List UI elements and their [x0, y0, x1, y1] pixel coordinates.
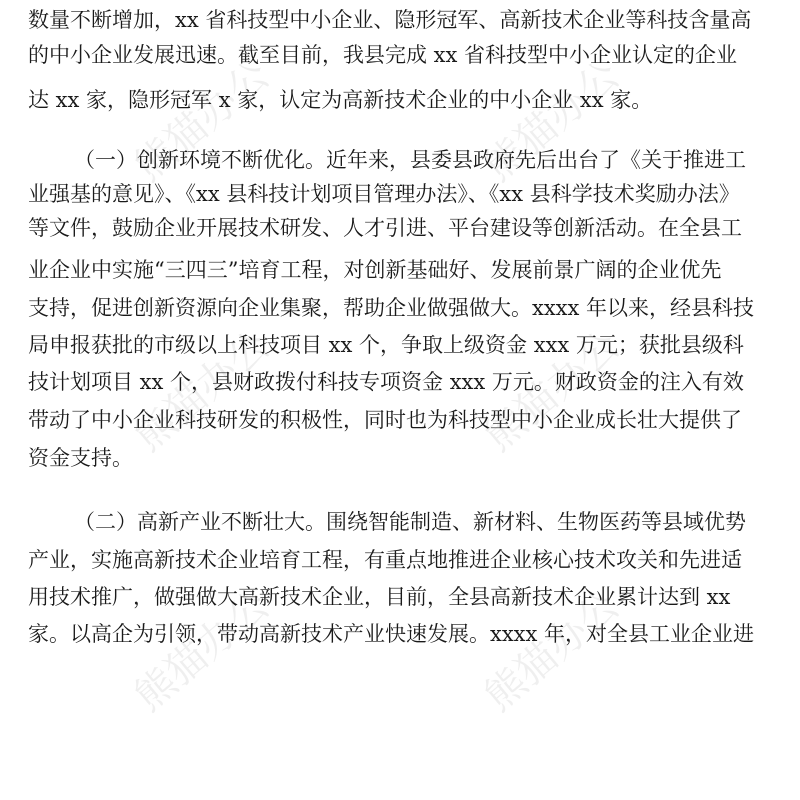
watermark: 熊猫办公: [126, 52, 279, 191]
text-line: 达 xx 家，隐形冠军 x 家，认定为高新技术企业的中小企业 xx 家。: [28, 88, 653, 112]
text-line: 技计划项目 xx 个，县财政拨付科技专项资金 xxx 万元。财政资金的注入有效: [28, 370, 744, 394]
paragraph-heading-line: （二）高新产业不断壮大。围绕智能制造、新材料、生物医药等县域优势: [74, 510, 746, 534]
text-line: 产业，实施高新技术企业培育工程，有重点地推进企业核心技术攻关和先进适: [28, 548, 742, 572]
text-line: 用技术推广，做强做大高新技术企业，目前，全县高新技术企业累计达到 xx: [28, 585, 731, 609]
watermark: 熊猫办公: [476, 582, 629, 721]
text-line: 带动了中小企业科技研发的积极性，同时也为科技型中小企业成长壮大提供了: [28, 408, 742, 432]
text-line: 的中小企业发展迅速。截至目前，我县完成 xx 省科技型中小企业认定的企业: [28, 43, 738, 67]
watermark: 熊猫办公: [476, 322, 629, 461]
watermark: 熊猫办公: [126, 582, 279, 721]
text-line: 家。以高企为引领，带动高新技术产业快速发展。xxxx 年，对全县工业企业进: [28, 622, 755, 646]
text-line: 资金支持。: [28, 446, 133, 470]
text-line: 支持，促进创新资源向企业集聚，帮助企业做强做大。xxxx 年以来，经县科技: [28, 296, 755, 320]
text-line: 业强基的意见》、《xx 县科技计划项目管理办法》、《xx 县科学技术奖励办法》: [28, 182, 740, 206]
paragraph-heading-line: （一）创新环境不断优化。近年来，县委县政府先后出台了《关于推进工: [74, 148, 746, 172]
text-line: 等文件，鼓励企业开展技术研发、人才引进、平台建设等创新活动。在全县工: [28, 216, 742, 240]
watermark: 熊猫办公: [476, 52, 629, 191]
watermark: 熊猫办公: [126, 322, 279, 461]
text-line: 数量不断增加，xx 省科技型中小企业、隐形冠军、高新技术企业等科技含量高: [28, 8, 752, 32]
text-line: 局申报获批的市级以上科技项目 xx 个，争取上级资金 xxx 万元；获批县级科: [28, 333, 744, 357]
text-line: 业企业中实施“三四三”培育工程，对创新基础好、发展前景广阔的企业优先: [28, 258, 722, 282]
